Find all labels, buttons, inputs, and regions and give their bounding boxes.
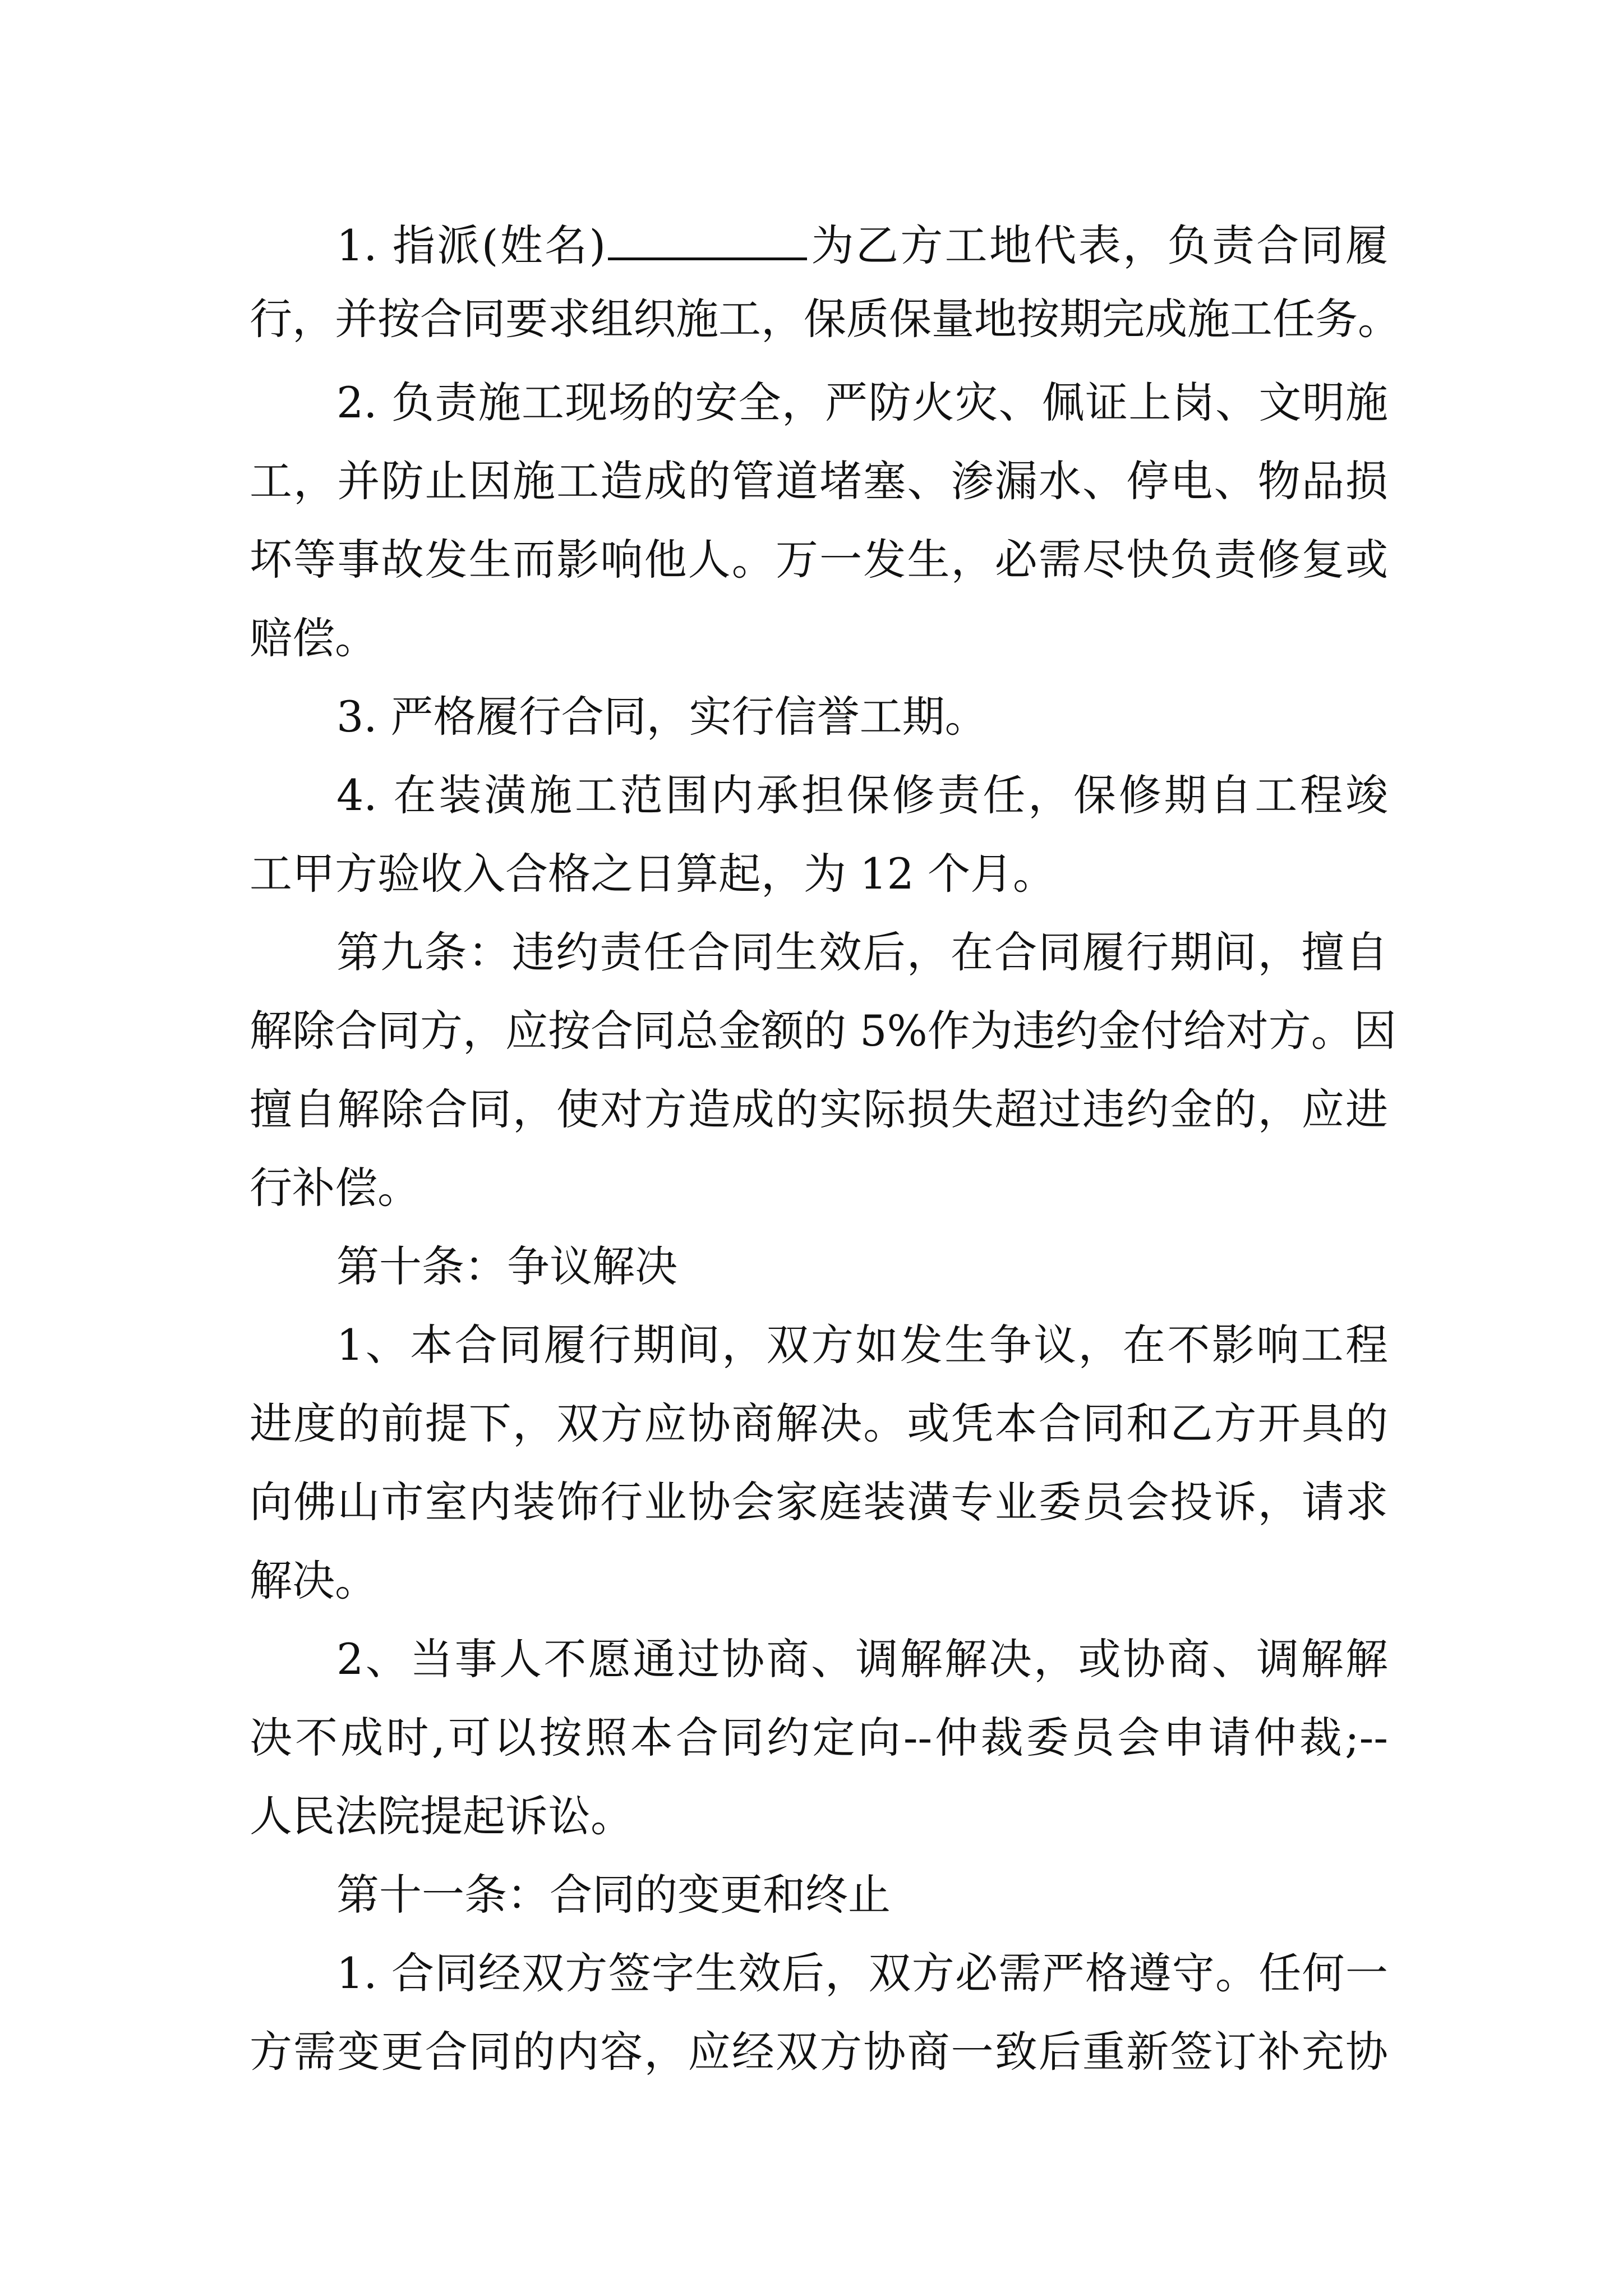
item-4-line-1: 4. 在装潢施工范围内承担保修责任，保修期自工程竣 (336, 770, 1388, 820)
article-9-line-4: 行补偿。 (250, 1163, 420, 1213)
article-10-clause-2-line-1: 2、当事人不愿通过协商、调解解决，或协商、调解解 (336, 1634, 1388, 1684)
item-2-line-4: 赔偿。 (250, 613, 377, 663)
article-11-clause-1-line-2: 方需变更合同的内容，应经双方协商一致后重新签订补充协 (250, 2027, 1388, 2077)
article-11-clause-1-line-1: 1. 合同经双方签字生效后，双方必需严格遵守。任何一 (336, 1948, 1388, 1998)
article-10-clause-1-line-2: 进度的前提下，双方应协商解决。或凭本合同和乙方开具的 (250, 1398, 1388, 1448)
article-9-line-1: 第九条：违约责任合同生效后，在合同履行期间，擅自 (336, 927, 1388, 977)
article-10-heading: 第十条：争议解决 (336, 1241, 677, 1291)
article-11-heading: 第十一条：合同的变更和终止 (336, 1870, 891, 1920)
item-1-line-1 (336, 204, 1388, 288)
item-1-prefix: 1. 指派(姓名) (336, 220, 606, 270)
article-9-line-2: 解除合同方，应按合同总金额的 5%作为违约金付给对方。因 (250, 1006, 1396, 1056)
article-10-clause-1-line-1: 1、本合同履行期间，双方如发生争议，在不影响工程 (336, 1320, 1388, 1370)
item-3-line-1: 3. 严格履行合同，实行信誉工期。 (336, 692, 988, 742)
item-2-line-3: 坏等事故发生而影响他人。万一发生，必需尽快负责修复或 (250, 535, 1388, 585)
item-2-line-2: 工，并防止因施工造成的管道堵塞、渗漏水、停电、物品损 (250, 456, 1388, 506)
article-9-line-3: 擅自解除合同，使对方造成的实际损失超过违约金的，应进 (250, 1084, 1388, 1134)
article-10-clause-1-line-3: 向佛山市室内装饰行业协会家庭装潢专业委员会投诉，请求 (250, 1477, 1388, 1527)
article-10-clause-2-line-2: 决不成时,可以按照本合同约定向--仲裁委员会申请仲裁;-- (250, 1713, 1388, 1763)
item-1-suffix: 为乙方工地代表，负责合同履 (809, 220, 1388, 270)
item-4-line-2: 工甲方验收入合格之日算起，为 12 个月。 (250, 849, 1056, 899)
name-fill-blank (608, 254, 807, 260)
article-10-clause-1-line-4: 解决。 (250, 1556, 377, 1605)
item-2-line-1: 2. 负责施工现场的安全，严防火灾、佩证上岗、文明施 (336, 378, 1388, 427)
item-1-line-2: 行，并按合同要求组织施工，保质保量地按期完成施工任务。 (250, 294, 1400, 344)
article-10-clause-2-line-3: 人民法院提起诉讼。 (250, 1791, 633, 1841)
